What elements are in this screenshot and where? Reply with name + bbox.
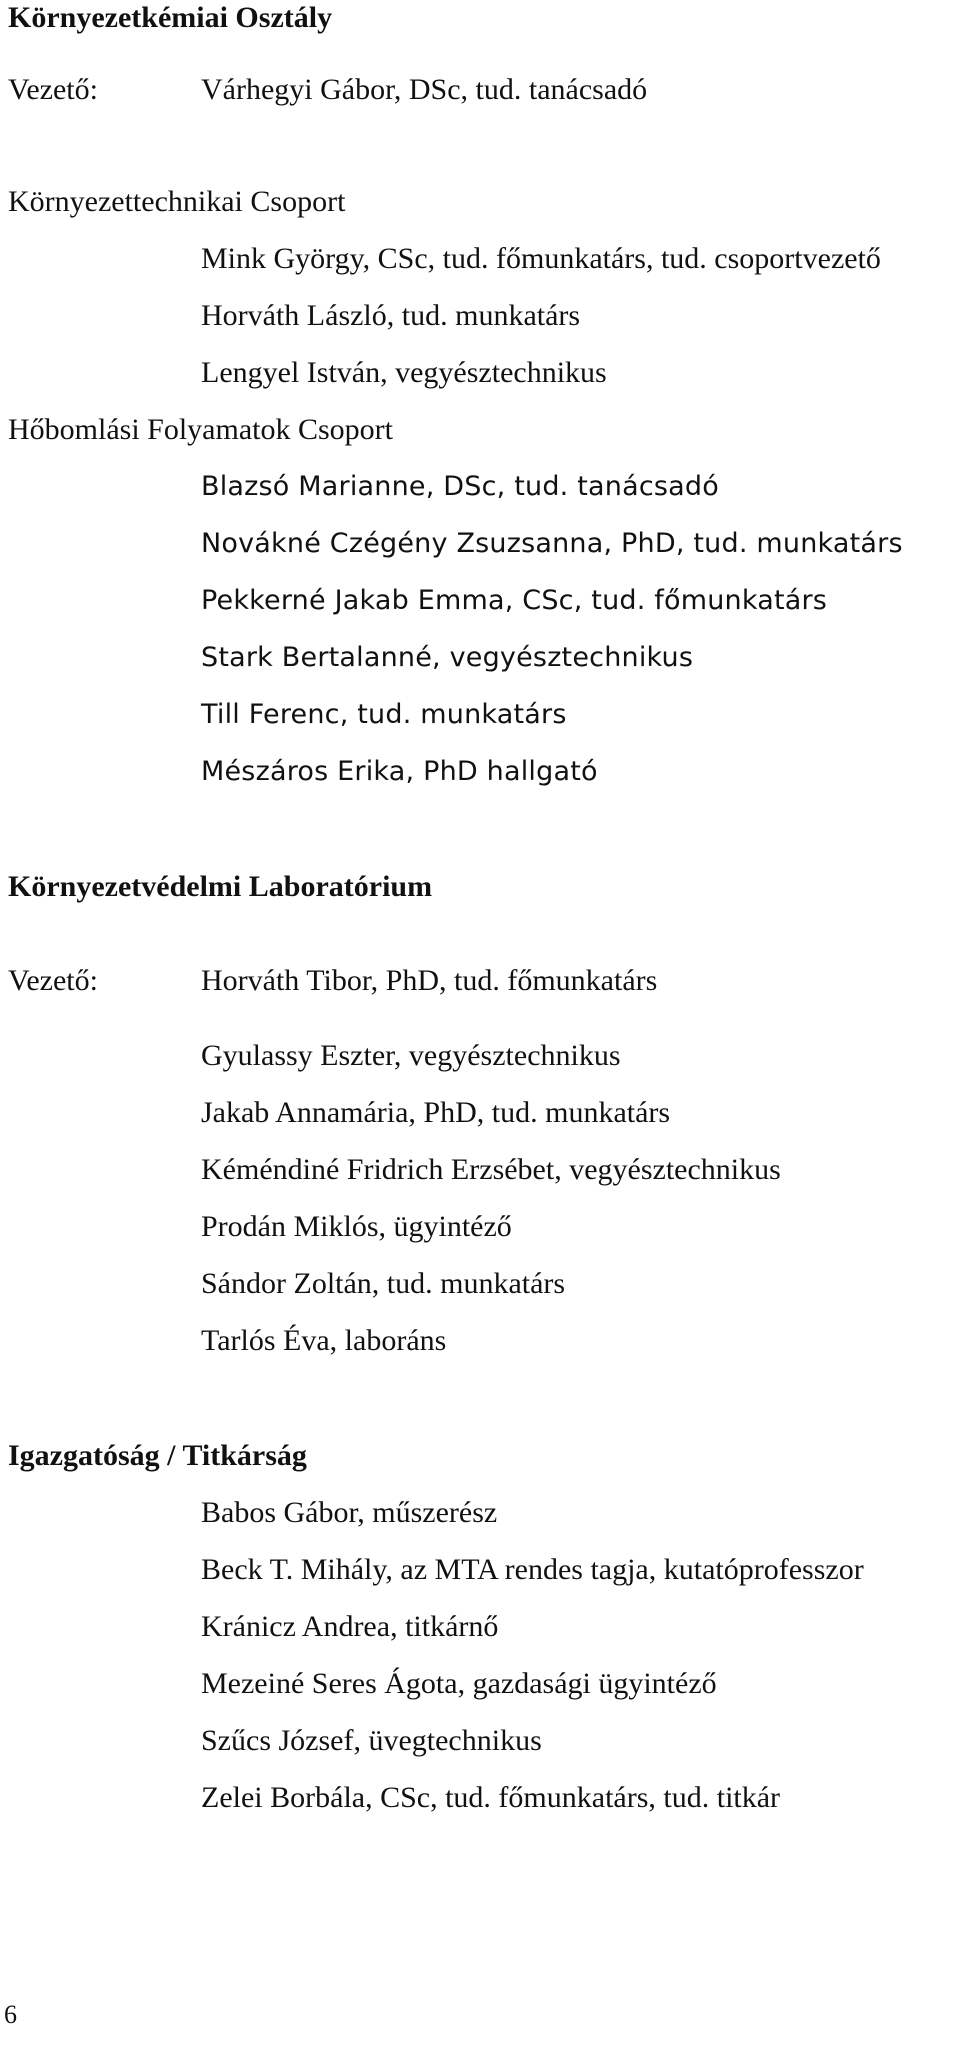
- group-name-hobomlasi: Hőbomlási Folyamatok Csoport: [8, 413, 393, 446]
- member-item: Novákné Czégény Zsuzsanna, PhD, tud. munkatárs: [201, 528, 903, 559]
- member-item: Horváth László, tud. munkatárs: [201, 299, 581, 332]
- page-number: 6: [4, 2000, 17, 2029]
- member-item: Tarlós Éva, laboráns: [201, 1324, 447, 1357]
- member-item: Lengyel István, vegyésztechnikus: [201, 356, 607, 389]
- member-item: Prodán Miklós, ügyintéző: [201, 1210, 512, 1243]
- section-heading-kornyezetkemiai: Környezetkémiai Osztály: [8, 1, 333, 34]
- member-item: Zelei Borbála, CSc, tud. főmunkatárs, tud. titkár: [201, 1781, 781, 1814]
- member-item: Jakab Annamária, PhD, tud. munkatárs: [201, 1096, 671, 1129]
- section-heading-igazgatosag: Igazgatóság / Titkárság: [8, 1439, 307, 1472]
- member-item: Blazsó Marianne, DSc, tud. tanácsadó: [201, 471, 719, 502]
- member-item: Babos Gábor, műszerész: [201, 1496, 498, 1529]
- leader-name: Horváth Tibor, PhD, tud. főmunkatárs: [201, 964, 658, 997]
- member-item: Till Ferenc, tud. munkatárs: [201, 699, 567, 730]
- member-item: Mink György, CSc, tud. főmunkatárs, tud. csoportvezető: [201, 242, 881, 275]
- section-heading-kornyezetvedelmi: Környezetvédelmi Laboratórium: [8, 870, 433, 903]
- leader-label: Vezető:: [8, 73, 98, 106]
- member-item: Mészáros Erika, PhD hallgató: [201, 756, 598, 787]
- member-item: Beck T. Mihály, az MTA rendes tagja, kutatóprofesszor: [201, 1553, 864, 1586]
- member-item: Kéméndiné Fridrich Erzsébet, vegyésztechnikus: [201, 1153, 781, 1186]
- member-item: Gyulassy Eszter, vegyésztechnikus: [201, 1039, 621, 1072]
- member-item: Mezeiné Seres Ágota, gazdasági ügyintéző: [201, 1667, 717, 1700]
- member-item: Szűcs József, üvegtechnikus: [201, 1724, 542, 1757]
- member-item: Stark Bertalanné, vegyésztechnikus: [201, 642, 694, 673]
- leader-label: Vezető:: [8, 964, 98, 997]
- member-item: Pekkerné Jakab Emma, CSc, tud. főmunkatárs: [201, 585, 828, 616]
- leader-name: Várhegyi Gábor, DSc, tud. tanácsadó: [201, 73, 648, 106]
- member-item: Sándor Zoltán, tud. munkatárs: [201, 1267, 566, 1300]
- group-name-kornyezettechnikai: Környezettechnikai Csoport: [8, 185, 346, 218]
- member-item: Kránicz Andrea, titkárnő: [201, 1610, 499, 1643]
